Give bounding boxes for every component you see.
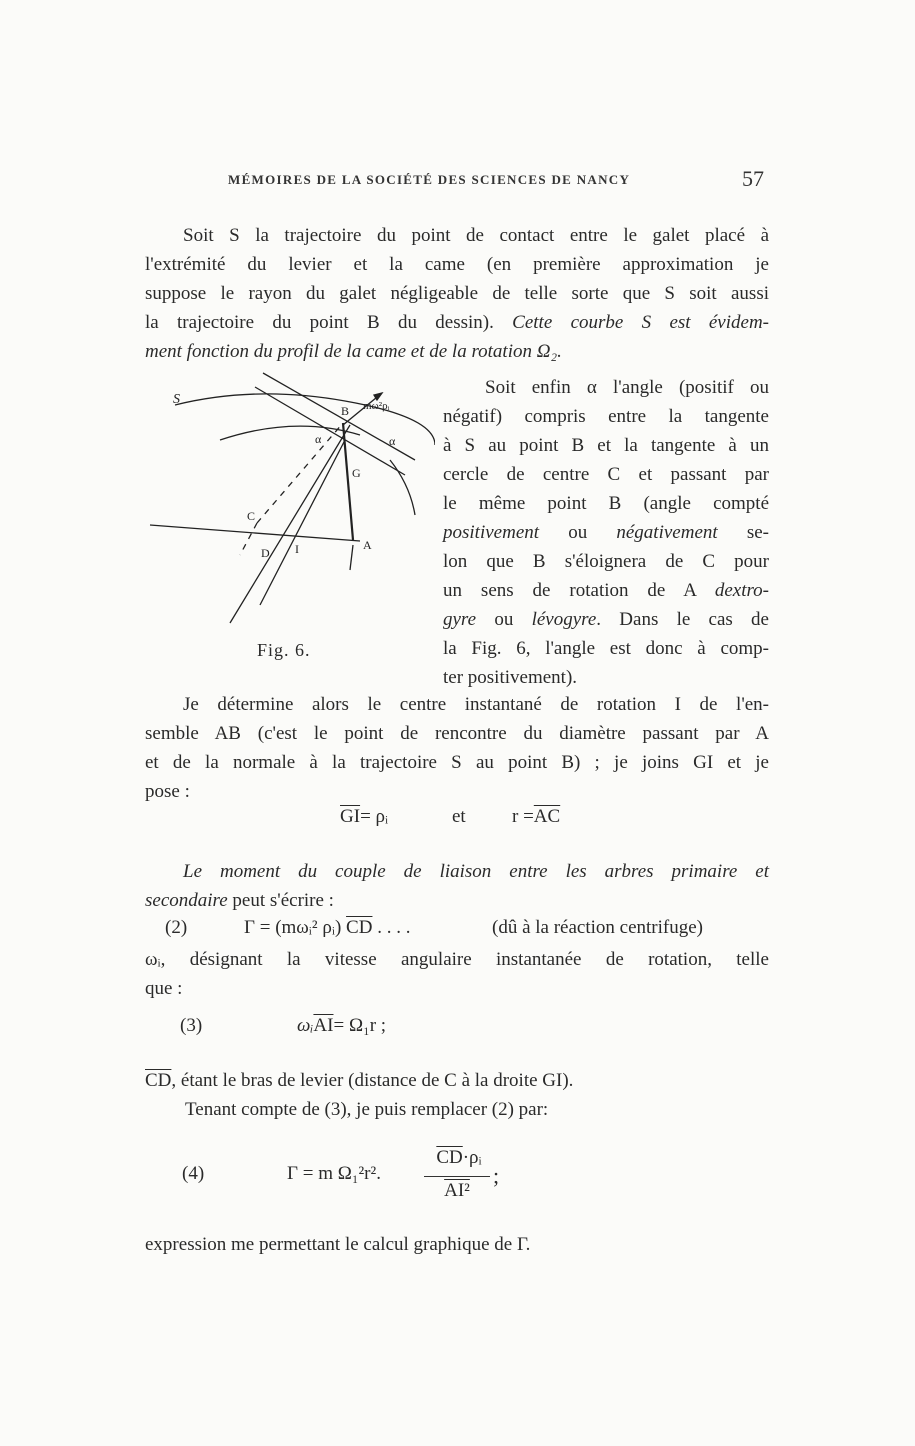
- curve-s: [175, 394, 435, 445]
- para2-line2: négatif) compris entre la tangente: [443, 406, 769, 427]
- normal-bi: [230, 425, 350, 623]
- para6-cd: $\overline{CD}$: [145, 1070, 172, 1091]
- para2-ou-1: ou: [539, 522, 617, 543]
- para2-italic-positivement: positivement: [443, 522, 540, 543]
- eq4-rho: ·ρᵢ: [462, 1147, 482, 1168]
- eq3-ai: $\overline{AI}$: [313, 1015, 334, 1036]
- para2-line3: à S au point B et la tangente à un: [443, 435, 769, 456]
- eq3-number: (3): [180, 1015, 203, 1036]
- para5-line2: que :: [145, 978, 183, 999]
- para2-line6: [443, 519, 769, 547]
- para4-rest: peut s'écrire :: [227, 890, 334, 911]
- label-force: mω²ρᵢ: [363, 400, 390, 412]
- para3-line1: Je détermine alors le centre instantané de rotation I de l'en-: [183, 694, 769, 715]
- para7-line1: expression me permettant le calcul graphique de Γ.: [145, 1234, 531, 1255]
- figure-caption: Fig. 6.: [257, 640, 311, 660]
- eq4-end: ;: [493, 1163, 500, 1188]
- para6-line2: Tenant compte de (3), je puis remplacer (2) par:: [185, 1099, 549, 1120]
- eq4-fraction-bar: [424, 1176, 490, 1177]
- para3-line4: pose :: [145, 781, 190, 802]
- label-alpha-2: α: [389, 434, 396, 448]
- label-g: G: [352, 466, 361, 480]
- eq4-number: (4): [182, 1163, 205, 1184]
- page-number: 57: [742, 166, 764, 191]
- running-title: MÉMOIRES DE LA SOCIÉTÉ DES SCIENCES DE NANCY: [228, 172, 631, 187]
- para3-line3: et de la normale à la trajectoire S au point B) ; je joins GI et je: [145, 752, 769, 773]
- label-s: S: [173, 392, 180, 407]
- para2-line9: [443, 606, 769, 634]
- para2-line7: lon que B s'éloignera de C pour: [443, 551, 769, 572]
- eq1-gi: $\overline{GI}$: [340, 806, 361, 827]
- label-alpha-1: α: [315, 432, 322, 446]
- label-i: I: [295, 542, 299, 556]
- line-gi: [260, 440, 345, 605]
- eq2-dots: . . . .: [372, 917, 411, 938]
- eq2-cd: $\overline{CD}$: [346, 917, 373, 938]
- para1-line3: suppose le rayon du galet négligeable de telle sorte que S soit aussi: [145, 283, 769, 304]
- para2-line8: [443, 577, 769, 605]
- equation-gi: [340, 806, 388, 828]
- para6-line1-text: , étant le bras de levier (distance de C à la droite GI).: [171, 1070, 574, 1091]
- para2-se: se-: [717, 522, 769, 543]
- para2-line8-text: un sens de rotation de A: [443, 580, 715, 601]
- figure-6-diagram: [145, 365, 435, 640]
- para2-italic-gyre: gyre: [443, 609, 477, 630]
- label-a: A: [363, 538, 372, 552]
- eq1-rho: = ρᵢ: [360, 806, 389, 827]
- a-tick: [350, 545, 353, 570]
- eq4-numerator: [424, 1147, 494, 1169]
- eq2-body: [244, 917, 410, 939]
- eq1-ac: $\overline{AC}$: [533, 806, 561, 827]
- para2-line5: le même point B (angle compté: [443, 493, 769, 514]
- equation-et: et: [452, 806, 466, 827]
- eq4-cd: $\overline{CD}$: [436, 1147, 463, 1168]
- para6-line1: [145, 1067, 769, 1095]
- dashed-cd: [240, 523, 257, 555]
- para2-line9-end: . Dans le cas de: [596, 609, 769, 630]
- eq3-omega: ωᵢ: [297, 1015, 314, 1036]
- equation-r: [512, 806, 560, 828]
- para1-line5: ment fonction du profil de la came et de la rotation Ω₂.: [145, 341, 562, 362]
- eq4-ai2: AI²: [444, 1180, 470, 1201]
- para2-line11: ter positivement).: [443, 667, 578, 688]
- para4-line1: Le moment du couple de liaison entre les arbres primaire et: [183, 861, 769, 882]
- para1-line4-text: la trajectoire du point B du dessin).: [145, 312, 513, 333]
- para5-line1: ωᵢ, désignant la vitesse angulaire instantanée de rotation, telle: [145, 949, 769, 970]
- eq2-note: (dû à la réaction centrifuge): [492, 917, 703, 938]
- para1-line2: l'extrémité du levier et la came (en première approximation je: [145, 254, 769, 275]
- eq1-r: r =: [512, 806, 534, 827]
- para2-italic-dextro: dextro-: [714, 580, 769, 601]
- para4-line2: [145, 887, 769, 915]
- label-d: D: [261, 546, 270, 560]
- para1-line4-italic: Cette courbe S est évidem-: [512, 312, 769, 333]
- para2-line4: cercle de centre C et passant par: [443, 464, 769, 485]
- para2-line10: la Fig. 6, l'angle est donc à comp-: [443, 638, 769, 659]
- eq3-rhs: = Ω₁r ;: [333, 1015, 387, 1036]
- para2-line1: Soit enfin α l'angle (positif ou: [485, 377, 769, 398]
- para2-italic-levogyre: lévogyre: [531, 609, 597, 630]
- para2-ou-2: ou: [476, 609, 532, 630]
- eq4-lhs: Γ = m Ω₁²r².: [287, 1163, 381, 1184]
- para2-italic-negativement: négativement: [616, 522, 718, 543]
- eq3-body: [297, 1015, 386, 1037]
- para4-secondaire: secondaire: [145, 890, 228, 911]
- eq2-number: (2): [165, 917, 188, 938]
- para3-line2: semble AB (c'est le point de rencontre du diamètre passant par A: [145, 723, 769, 744]
- label-c: C: [247, 509, 256, 523]
- label-b: B: [341, 404, 350, 418]
- para1-line4: [145, 309, 769, 337]
- para1-line1: Soit S la trajectoire du point de contact entre le galet placé à: [183, 225, 769, 246]
- eq2-gamma: Γ = (mωᵢ² ρᵢ): [244, 917, 342, 938]
- eq4-denominator: [424, 1180, 490, 1202]
